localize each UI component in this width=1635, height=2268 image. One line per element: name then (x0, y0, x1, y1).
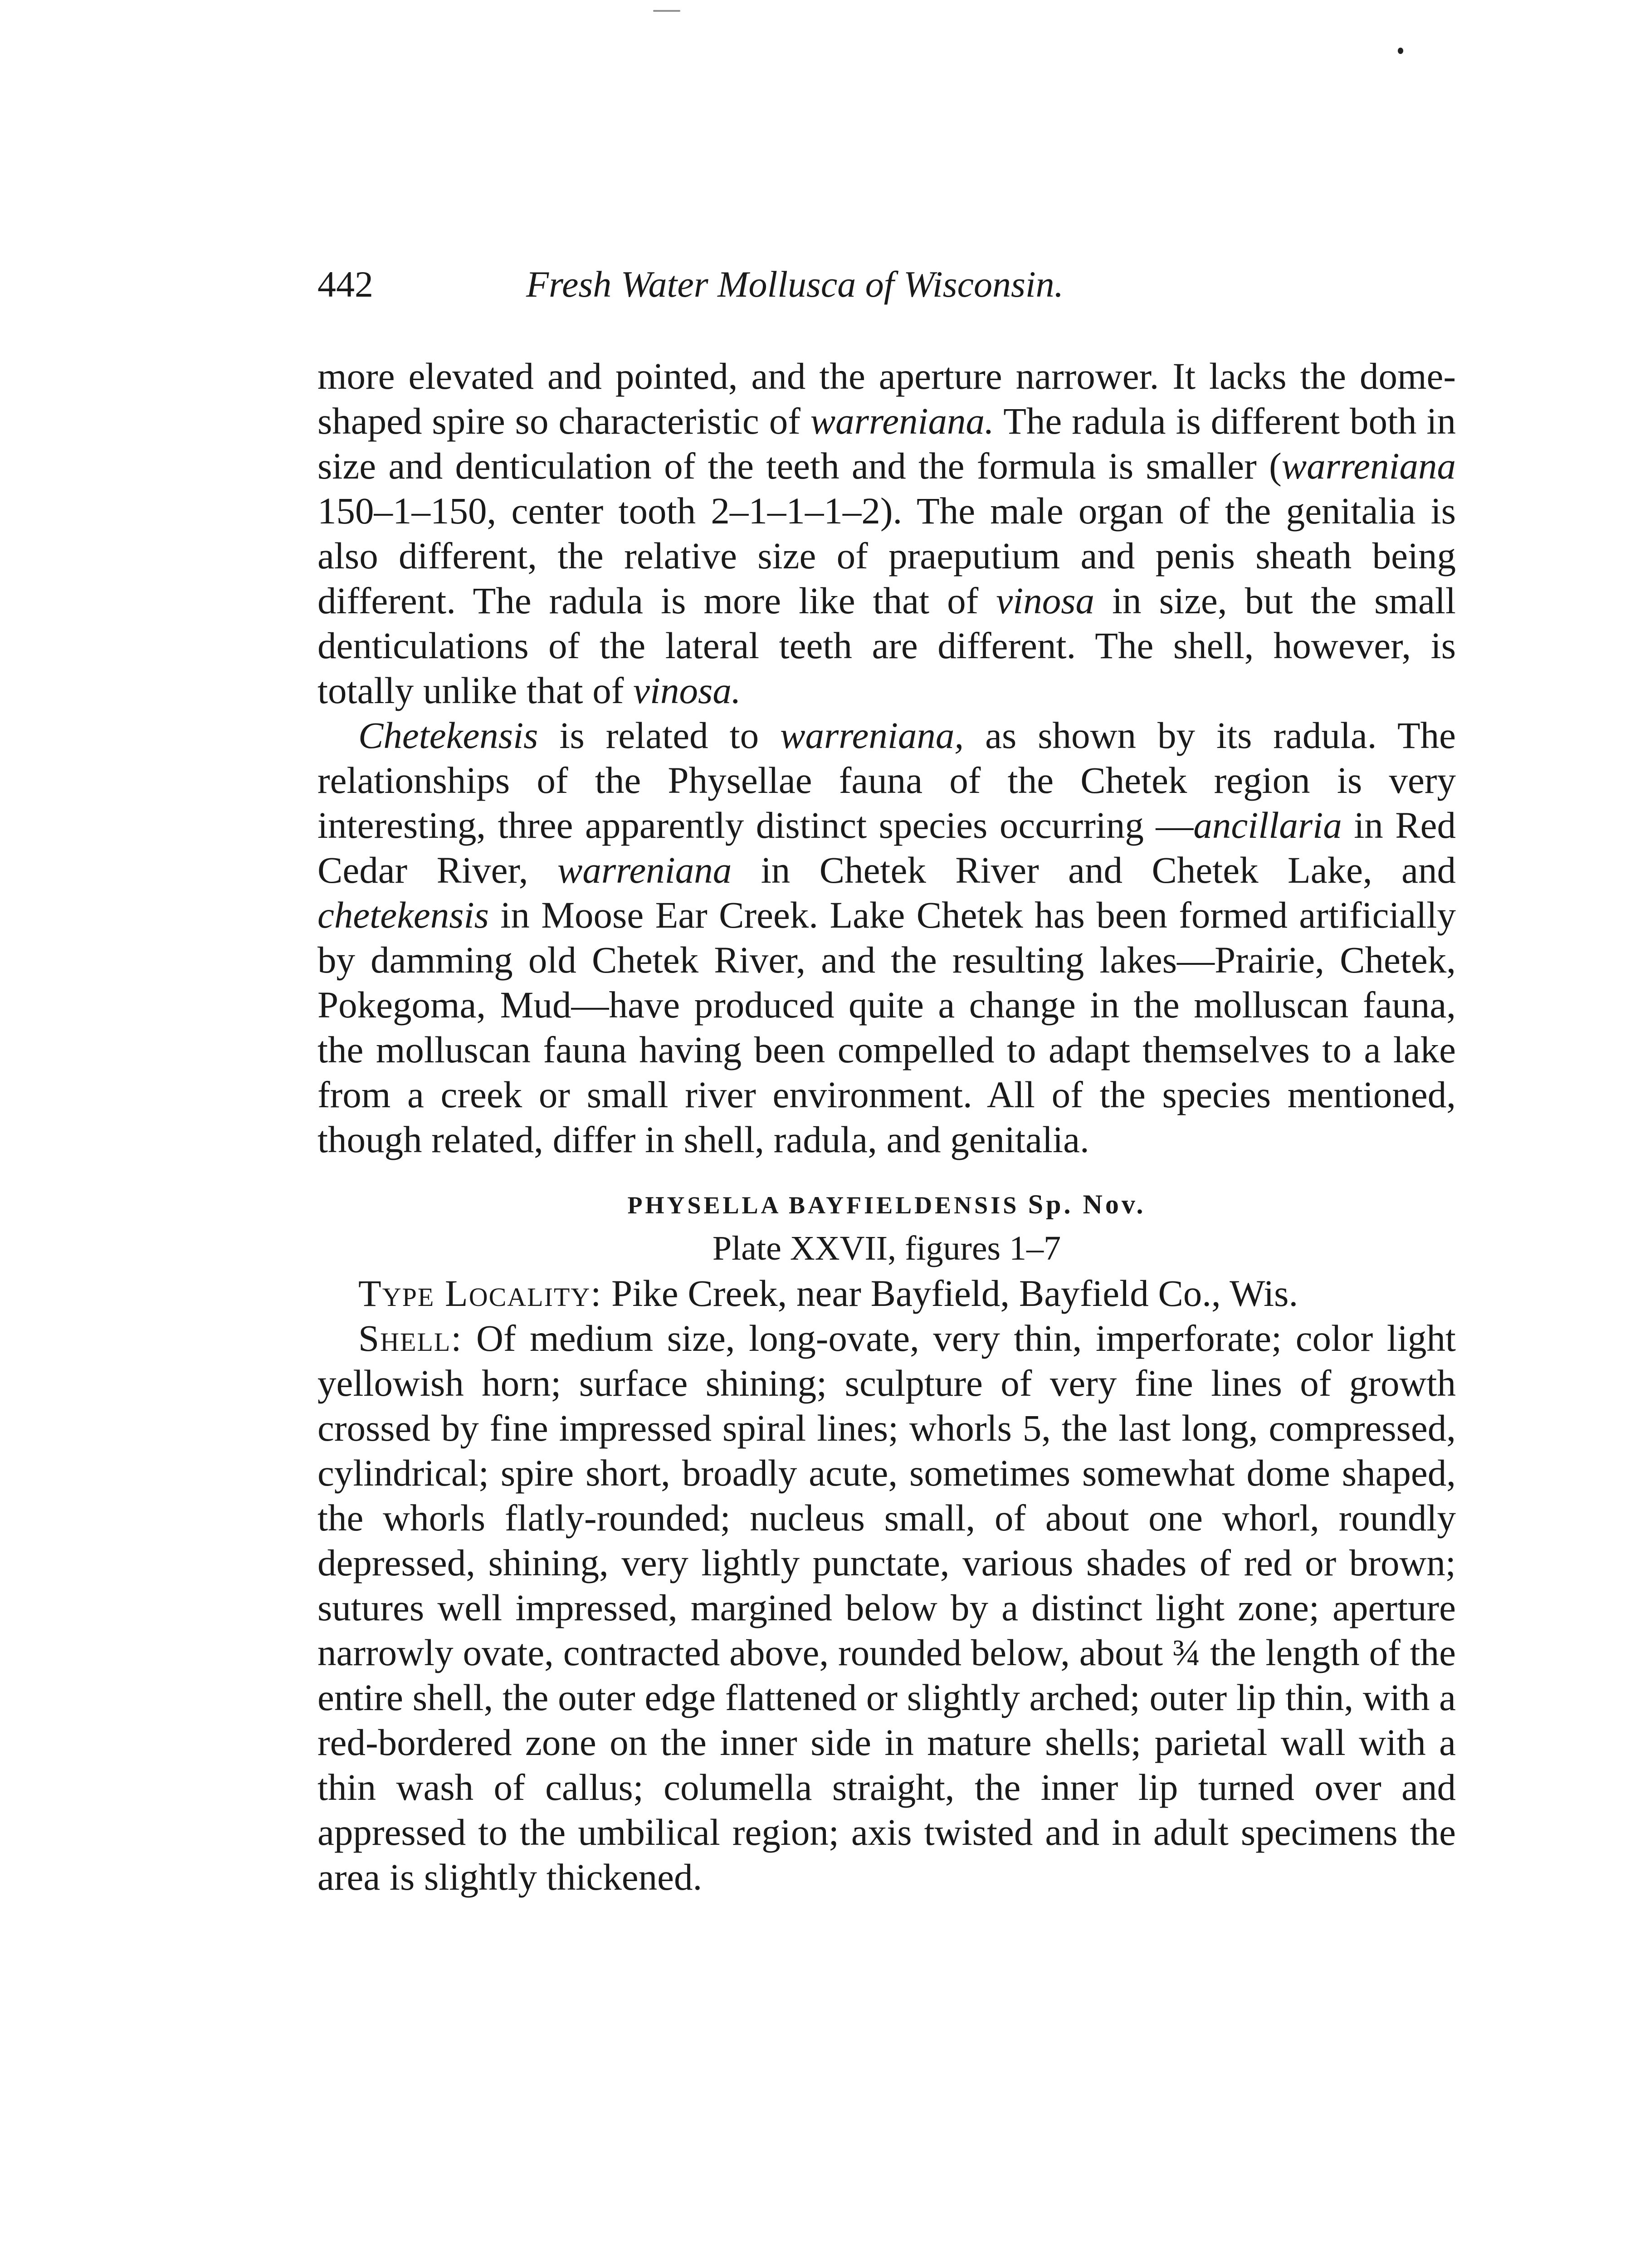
species-name: Chetekensis (358, 714, 538, 756)
type-locality-label: Type Locality: (358, 1272, 602, 1314)
paragraph-chetekensis (317, 713, 1456, 1162)
text-run: more elevated and pointed, and the aperture narrower. It lacks the dome-shaped spire so characteristic of (317, 355, 1456, 442)
text-run: as shown by its radula. The relationships of the Physellae fauna of the Chetek region is very interesting, three apparently distinct species occurring — (317, 714, 1456, 846)
species-name: warreniana (557, 849, 732, 891)
text-run: in size, but the small denticulations of the lateral teeth are different. The shell, however, is totally unlike that of (317, 580, 1456, 711)
running-header (317, 263, 1460, 313)
paragraph-type-locality (317, 1271, 1456, 1316)
text-run: in Chetek River and Chetek Lake, and (732, 849, 1456, 891)
type-locality-text: Pike Creek, near Bayfield, Bayfield Co., Wis. (602, 1272, 1298, 1314)
section-heading (317, 1184, 1456, 1226)
paragraph-shell-description (317, 1316, 1456, 1900)
text-run: is related to (538, 714, 781, 756)
scan-speck (1398, 48, 1403, 54)
shell-label: Shell: (358, 1317, 463, 1359)
species-name: chetekensis (317, 894, 489, 936)
page-number: 442 (317, 264, 373, 305)
species-name: vinosa (996, 580, 1095, 621)
section-heading-suffix: Sp. Nov. (1028, 1189, 1146, 1219)
species-name: warreniana. (810, 400, 994, 442)
body-text (317, 354, 1456, 1900)
species-name: vinosa. (633, 670, 741, 711)
species-name: ancillaria (1193, 804, 1342, 846)
running-title: Fresh Water Mollusca of Wisconsin. (526, 264, 1064, 305)
paragraph-comparison (317, 354, 1456, 713)
text-run: 150–1–150, center tooth 2–1–1–1–2). The male organ of the genitalia is also different, the relative size of praeputium and penis sheath being different. The radula is more like that of (317, 490, 1456, 621)
species-name: warreniana (1281, 445, 1456, 487)
species-name: warreniana, (780, 714, 964, 756)
section-heading-title: PHYSELLA BAYFIELDENSIS (627, 1192, 1020, 1219)
plate-reference: Plate XXVII, figures 1–7 (712, 1229, 1061, 1267)
scan-speck (653, 10, 680, 12)
text-run: in Red Cedar River, (317, 804, 1456, 891)
shell-text: Of medium size, long-ovate, very thin, imperforate; color light yellowish horn; surface shining; sculpture of very fine lines of growth crossed by fine impressed spiral lines; whorls 5, the last long, compressed, cylindrical; spire short, broadly acute, sometimes somewhat dome shaped, the whorls flatly-rounded; nucleus small, of about one whorl, roundly depressed, shining, very lightly punctate, various shades of red or brown; sutures well impressed, margined below by a distinct light zone; aperture narrowly ovate, contracted above, rounded below, about ¾ the length of the entire shell, the outer edge flattened or slightly arched; outer lip thin, with a red-bordered zone on the inner side in mature shells; parietal wall with a thin wash of callus; columella straight, the inner lip turned over and appressed to the umbilical region; axis twisted and in adult specimens the area is slightly thickened. (317, 1317, 1456, 1898)
text-run: The radula is different both in size and denticulation of the teeth and the formula is smaller ( (317, 400, 1456, 487)
text-run: in Moose Ear Creek. Lake Chetek has been formed artificially by damming old Chetek River, and the resulting lakes—Prairie, Chetek, Pokegoma, Mud—have produced quite a change in the molluscan fauna, the molluscan fauna having been compelled to adapt themselves to a lake from a creek or small river environment. All of the species mentioned, though related, differ in shell, radula, and genitalia. (317, 894, 1456, 1160)
